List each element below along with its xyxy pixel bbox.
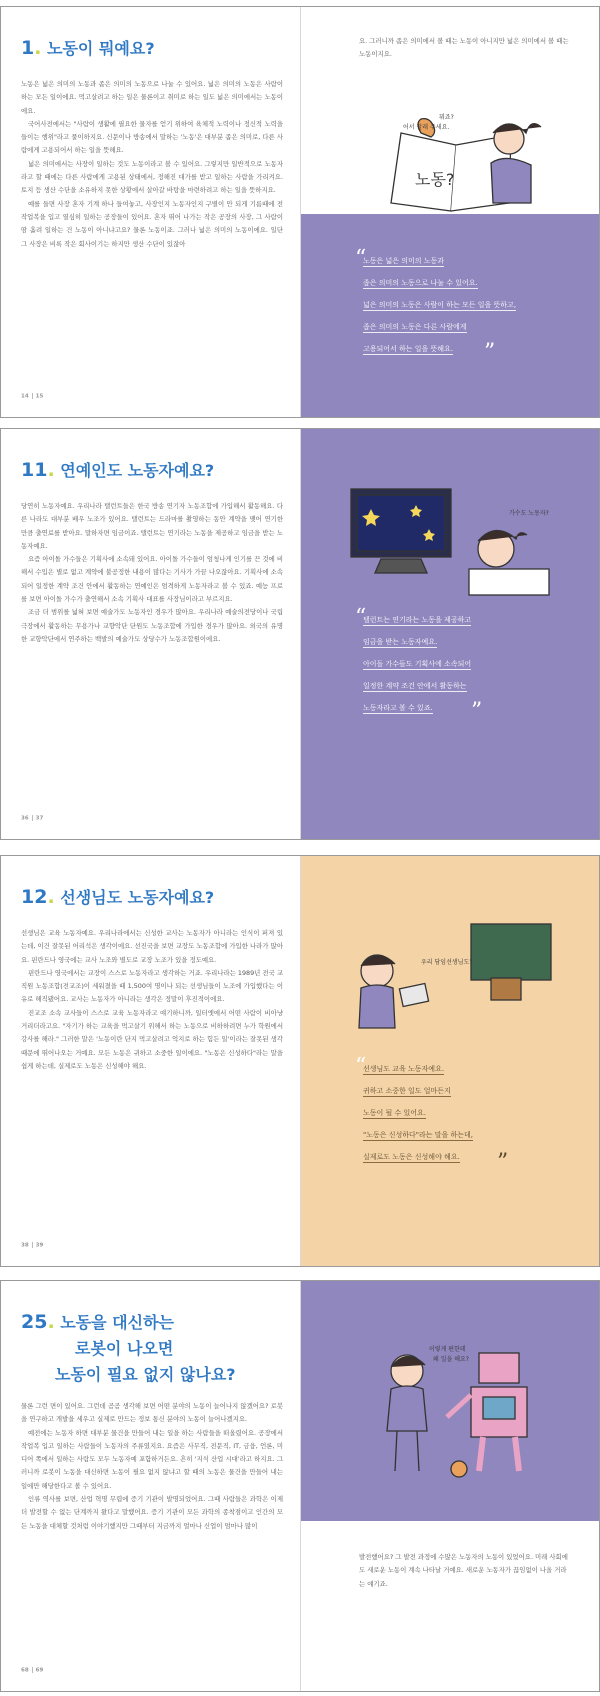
quote-text: 탤런트는 연기라는 노동을 제공하고 임금을 받는 노동자예요. 아이돌 가수들도 기획사에 소속되어 일정한 계약 조건 안에서 활동하는 노동자라고 볼 수 있죠.	[363, 616, 472, 712]
quote-panel: “ 노동은 넓은 의미의 노동과 좁은 의미의 노동으로 나눌 수 있어요. 넓은 의미의 노동은 사람이 하는 모든 일을 뜻하고, 좁은 의미의 노동은 다른 사람에게 고용되어서 하는 일을 뜻해요. ”	[301, 214, 600, 418]
right-page	[301, 1281, 600, 1691]
left-page	[1, 7, 301, 417]
continued-text: 발전했어요? 그 발전 과정에 수많은 노동자의 노동이 있었어요. 미래 사회에도 새로운 노동이 계속 나타날 거예요. 새로운 노동자가 끊임없이 나올 거라는 얘기죠.	[359, 1553, 568, 1588]
quote-text: 선생님도 교육 노동자예요. 귀하고 소중한 일도 얼마든지 노동이 될 수 있어요. "노동은 신성하다"라는 말을 하는데, 실제로도 노동은 신성해야 해요.	[363, 1065, 474, 1161]
speech-text: 우리 담임선생님도?	[421, 959, 473, 966]
speech-text: 왜 일을 해요?	[433, 1356, 469, 1363]
book-spread-2	[0, 428, 600, 840]
continued-text: 요. 그러니까 좁은 의미에서 볼 때는 노동이 아니지만 넓은 의미에서 볼 때는 노동이지요.	[359, 37, 569, 59]
book-spread-1	[0, 6, 600, 418]
left-page	[1, 1281, 301, 1691]
speech-text: 이렇게 편한데	[429, 1346, 466, 1353]
body-text	[21, 1400, 283, 1533]
chapter-title: 25. 노동을 대신하는 로봇이 나오면 노동이 필요 없지 않나요?	[21, 1311, 236, 1384]
paragraph: 국어사전에서는 "사람이 생활에 필요한 물자를 얻기 위하여 육체적 노력이나 정신적 노력을 들이는 행위"라고 풀이하지요. 신문이나 방송에서 말하는 '노동'은 대부분 좁은 의미로, 다른 사람에게 고용되어서 하는 일을 뜻해요.	[21, 119, 283, 155]
quote-text: 노동은 넓은 의미의 노동과 좁은 의미의 노동으로 나눌 수 있어요. 넓은 의미의 노동은 사람이 하는 모든 일을 뜻하고, 좁은 의미의 노동은 다른 사람에게 고용되어서 하는 일을 뜻해요.	[363, 257, 517, 353]
right-page: 우리 담임선생님도? “ 선생님도 교육 노동자예요. 귀하고 소중한 일도 얼마든지 노동이 될 수 있어요. "노동은 신성하다"라는 말을 하는데, 실제로도 노동은 신성해야 해요. ”	[301, 856, 600, 1266]
page-numbers: 14 15	[21, 393, 44, 399]
right-page	[301, 7, 600, 417]
speech-text: 가수도 노동자?	[509, 510, 549, 517]
paragraph: 예를 들면 사장 혼자 기계 하나 들여놓고, 사장인지 노동자인지 구별이 안 되게 기름때에 전 작업복을 입고 열심히 일하는 공장들이 있어요. 혼자 뛰어 나가는 작은 공장의 사장, 그 사람이 땀 흘려 일하는 건 노동이 아니냐고요? 물론 노동이죠. 그러나 넓은 의미의 노동이에요. 일단 그 사장은 비록 작은 회사이기는 하지만 생산 수단이 있잖아	[21, 199, 283, 248]
body-text	[21, 500, 283, 646]
paragraph: 진교조 소속 교사들이 스스로 교육 노동자라고 얘기하니까, 일터엣에서 어떤 사람이 비아냥거리더라고요. "자기가 하는 교육을 먹고살기 위해서 하는 노동으로 비하하려면 누가 학원에서 강사를 해라." 그러한 말은 '노동이란 단지 먹고살려고 억지로 하는 힘든 일'이라는 잘못된 생각 때문에 뛰어나오는 거예요. 모든 노동은 귀하고 소중한 일이에요. "노동은 신성하다"라는 말을 쉽게 하는데, 실제로도 노동은 신성해야 해요.	[21, 1008, 283, 1070]
body-text	[21, 78, 283, 251]
paragraph: 핀란드나 영국에서는 교장이 스스로 노동자라고 생각하는 거죠. 우리나라는 1989년 전국 교직원 노동조합(전교조)이 세워졌을 때 1,500여 명이나 되는 선생님들이 노조에 가입했다는 이유로 해직됐어요. 교사는 노동자가 아니라는 생각은 정말이 후진적이에요.	[21, 968, 283, 1004]
chapter-title: 12. 선생님도 노동자예요?	[21, 886, 215, 908]
paragraph: 넓은 의미에서는 사장이 일하는 것도 노동이라고 볼 수 있어요. 그렇지만 일반적으로 노동자라고 할 때에는 다른 사람에게 고용된 상태에서, 정해진 대가를 받고 일하는 사람을 가리켜요. 토지 등 생산 수단을 소유하지 못한 상황에서 살아갈 바탕을 마련하려고 하는 일을 뜻하지요.	[21, 159, 283, 195]
page-numbers: 38 39	[21, 1242, 44, 1248]
paragraph: 인류 역사를 보면, 산업 혁명 무렵에 증기 기관이 발명되었어요. 그때 사람들은 과학은 이제 더 발전할 수 없는 단계까지 왔다고 말했어요. 증기 기관이 모든 과학의 종착점이고 인간의 모든 노동을 대체할 것처럼 이야기했지만 그때부터 지금까지 얼마나 신업이 엄마나 많이	[21, 1495, 283, 1530]
paragraph: 요즘 아이돌 가수들은 기획사에 소속돼 있어요. 아이돌 가수들이 엄청나게 인기를 끈 것에 비해서 수입은 별로 없고 계약에 불공정한 내용이 많다는 기사가 가끔 나오잖아요. 기획사에 소속되어 일정한 계약 조건 안에서 활동하는 연예인은 엄격하게 노동자라고 볼 수 있죠. 예능 프로를 보면 아이돌 가수가 출연해서 소속 기획사 대표를 사장님이라고 부르지요.	[21, 555, 283, 604]
speech-text: 어서 잘래 주세요.	[403, 124, 450, 131]
right-page: 가수도 노동자? “ 탤런트는 연기라는 노동을 제공하고 임금을 받는 노동자예요. 아이돌 가수들도 기획사에 소속되어 일정한 계약 조건 안에서 활동하는 노동자라고 볼 수 있죠. ”	[301, 429, 600, 839]
paragraph: 노동은 넓은 의미의 노동과 좁은 의미의 노동으로 나눌 수 있어요. 넓은 의미의 노동은 사람이 하는 모든 일이에요. 먹고살려고 하는 일은 물론이고 취미로 하는 일도 넓은 의미에서는 노동이에요.	[21, 80, 283, 115]
girl-reading-book-illustration	[381, 103, 551, 213]
body-text	[21, 927, 283, 1073]
paragraph: 선생님은 교육 노동자예요. 우리나라에서는 신성한 교사는 노동자가 아니라는 인식이 퍼져 있는데, 이건 잘못된 어리석은 생각이에요. 선진국을 보면 교장도 노동조합에 가입한 나라가 많아요. 핀란드나 영국에는 교사 노조와 별도로 교장 노조가 있을 정도예요.	[21, 929, 283, 964]
book-spread-4	[0, 1280, 600, 1692]
speech-text: 뭐죠?	[439, 114, 454, 121]
paragraph: 물론 그런 면이 있어요. 그런데 곰곰 생각해 보면 어떤 분야의 노동이 늘어나지 않겠어요? 로봇을 연구하고 개발을 세우고 실제로 만드는 정보 통신 분야의 노동이 늘어나겠지요.	[21, 1402, 283, 1424]
paragraph: 예전에는 노동자 하면 대부분 물건을 만들어 내는 일을 하는 사람들을 떠올렸어요. 공장에서 작업복 입고 일하는 사람들이 노동자의 주류였지요. 요즘은 사무직, 전문직, IT, 금융, 언론, 미디어 쪽에서 일하는 사람도 모두 노동자예 포함하거든요. 흔히 '지식 산업 시대'라고 하지요. 그러니까 로봇이 노동을 대신하면 노동이 필요 없지 않냐고 할 때의 노동은 물건을 만들어 내는 일에만 해당한다고 볼 수 있어요.	[21, 1428, 283, 1490]
left-page	[1, 429, 301, 839]
girl-and-teacher-illustration	[341, 916, 561, 1036]
page-numbers: 68 69	[21, 1667, 44, 1673]
book-spread-3	[0, 855, 600, 1267]
paragraph: 당연히 노동자예요. 우리나라 탤런트들은 한국 방송 연기자 노동조합에 가입해서 활동해요. 다른 나라도 대부분 배우 노조가 있어요. 탤런트는 드라마를 촬영하는 동안 계약을 맺어 연기한 만큼 출연료를 받아요. 말하자면 임금이죠. 탤런트는 연기라는 노동을 제공하고 임금을 받는 노동자예요.	[21, 502, 283, 550]
chapter-title: 11. 연예인도 노동자예요?	[21, 459, 215, 481]
girl-and-robot-illustration	[371, 1331, 571, 1491]
chapter-title: 1. 노동이 뭐예요?	[21, 37, 155, 59]
girl-watching-tv-illustration	[341, 479, 551, 599]
page-numbers: 36 37	[21, 815, 44, 821]
left-page	[1, 856, 301, 1266]
paragraph: 조금 더 범위를 넓혀 보면 예술가도 노동자인 경우가 많아요. 우리나라 예술의전당이나 국립극장에서 활동하는 무용가나 교향악단 단원도 노동조합에 가입한 경우가 많아요. 외국의 유명한 교향악단에서 연주하는 백발의 예술가도 상당수가 노동조합원이에요.	[21, 608, 283, 643]
book-word: 노동?	[415, 170, 455, 189]
